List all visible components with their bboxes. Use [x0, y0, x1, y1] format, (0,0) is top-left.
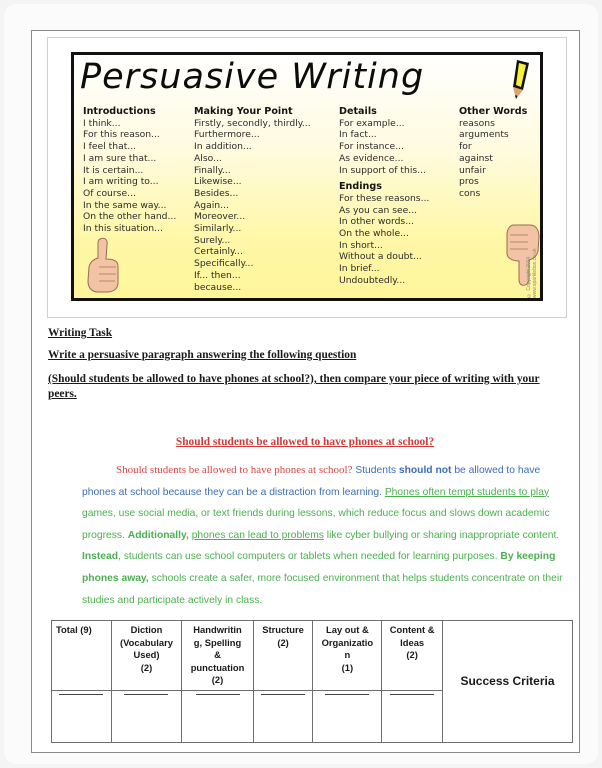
phrase-item: For example... — [339, 117, 405, 129]
criteria-header-line: Content & — [389, 624, 435, 635]
phrase-item: Without a doubt... — [339, 251, 422, 263]
criteria-header-line: (1) — [341, 661, 354, 673]
phrase-item: Also... — [194, 152, 222, 164]
score-blank[interactable] — [382, 690, 443, 742]
criteria-header-line: Lay out & — [326, 624, 369, 635]
phrase-item: I am writing to... — [83, 176, 159, 188]
essay-question: Should students be allowed to have phones at school? — [116, 464, 353, 476]
poster-title: Persuasive Writing — [80, 57, 425, 97]
essay-reason-2: phones can lead to problems — [191, 529, 324, 541]
criteria-header-line: Handwritin — [193, 624, 242, 635]
phrase-item: I think... — [83, 117, 121, 129]
phrase-item: For instance... — [339, 141, 404, 153]
task-question: (Should students be allowed to have phones at school?), then compare your piece of writing with your peers. — [48, 373, 540, 400]
phrase-item: reasons — [459, 117, 495, 129]
phrase-item: Besides... — [194, 187, 239, 199]
other-words-heading: Other Words — [459, 106, 528, 117]
making-point-heading: Making Your Point — [194, 106, 293, 117]
phrase-item: I am sure that... — [83, 152, 157, 164]
essay-text: like cyber bullying or sharing inappropriate content. — [323, 529, 560, 541]
criteria-header-line: (2) — [211, 674, 224, 685]
criteria-header-line: Organizatio — [321, 636, 374, 648]
phrase-item: On the whole... — [339, 228, 409, 240]
criteria-header-line: (2) — [140, 661, 153, 673]
phrase-item: In other words... — [339, 216, 414, 228]
phrase-item: unfair — [459, 164, 486, 176]
phrase-item: In brief... — [339, 263, 380, 275]
phrase-item: for — [459, 141, 472, 153]
essay-conclusion: schools create a safer, more focused environment that helps students concentrate on their studies and participate actively in class. — [82, 572, 563, 606]
phrase-item: In fact... — [339, 129, 377, 141]
criteria-header — [313, 621, 382, 691]
phrase-item: On the other hand... — [83, 211, 177, 223]
phrase-item: Finally... — [194, 164, 231, 176]
criteria-header-line: Diction — [130, 624, 163, 635]
phrase-item: Similarly... — [194, 223, 242, 235]
phrase-item: Likewise... — [194, 176, 242, 188]
essay-paragraph — [82, 460, 572, 611]
phrase-item: I feel that... — [83, 141, 137, 153]
other-words-column — [459, 106, 527, 200]
score-blank[interactable] — [111, 690, 182, 742]
phrase-item: against — [459, 152, 493, 164]
criteria-header-line: (Vocabulary — [120, 636, 173, 648]
criteria-header-line: Total (9) — [56, 624, 92, 635]
phrase-item: For this reason... — [83, 129, 160, 141]
phrase-item: For these reasons... — [339, 192, 430, 204]
criteria-header — [182, 621, 253, 691]
success-criteria-table — [51, 620, 573, 743]
writing-task-heading: Writing Task — [48, 327, 113, 339]
score-blank[interactable] — [52, 690, 112, 742]
criteria-header — [52, 621, 112, 691]
criteria-header-line: & — [214, 649, 221, 660]
criteria-header-line: (2) — [406, 649, 418, 660]
criteria-header-line: n — [344, 649, 351, 660]
essay-transition: Instead — [82, 551, 119, 563]
phrase-item: As you can see... — [339, 204, 418, 216]
phrase-item: Undoubtedly... — [339, 274, 406, 286]
phrase-item: In short... — [339, 239, 383, 251]
score-blank[interactable] — [253, 690, 313, 742]
criteria-header — [382, 621, 443, 691]
phrase-item: arguments — [459, 129, 509, 141]
criteria-header-row — [52, 621, 573, 691]
phrase-item: In the same way... — [83, 199, 167, 211]
phrase-item: Surely... — [194, 234, 231, 246]
criteria-header — [111, 621, 182, 691]
essay-transition: Additionally, — [127, 529, 189, 541]
criteria-header-line: (2) — [277, 636, 289, 648]
essay-title: Should students be allowed to have phones at school? — [175, 436, 435, 448]
phrase-item: Firstly, secondly, thirdly... — [194, 117, 311, 129]
phrase-item: If... then... — [194, 269, 241, 281]
phrase-item: In support of this... — [339, 164, 426, 176]
making-point-column — [194, 106, 311, 293]
phrase-item: Furthermore... — [194, 129, 260, 141]
details-column — [339, 106, 429, 287]
introductions-column — [83, 106, 176, 235]
phrase-item: Of course... — [83, 187, 136, 199]
phrase-item: It is certain... — [83, 164, 144, 176]
phrase-item: cons — [459, 187, 481, 199]
phrase-item: Moreover... — [194, 211, 246, 223]
essay-emphasis: should not — [398, 465, 452, 476]
essay-text: Students — [352, 465, 399, 476]
phrase-item: Again... — [194, 199, 229, 211]
copyright-note: © Copyright 2014 www.sparklebox.co.uk — [526, 248, 538, 298]
essay-text: games, use social media, or text friends during lessons, which reduce focus and slows down academic progress. — [82, 508, 550, 541]
criteria-header-line: Structure — [262, 624, 304, 635]
document-viewer — [4, 4, 598, 764]
criteria-header-line: punctuation — [190, 661, 245, 673]
phrase-item: pros — [459, 176, 479, 188]
criteria-header-line: g, Spelling — [193, 636, 242, 648]
phrase-item: In this situation... — [83, 223, 163, 235]
criteria-header-line: Ideas — [400, 636, 425, 648]
pencil-icon — [513, 60, 531, 100]
criteria-header — [253, 621, 313, 691]
phrase-item: because... — [194, 281, 242, 293]
score-blank[interactable] — [182, 690, 253, 742]
phrase-item: Specifically... — [194, 258, 254, 270]
details-heading: Details — [339, 106, 377, 117]
success-criteria-label: Success Criteria — [443, 621, 573, 743]
task-instruction: Write a persuasive paragraph answering the following question — [48, 349, 357, 361]
thumbs-up-icon — [87, 237, 121, 293]
persuasive-writing-poster — [71, 52, 543, 301]
phrase-item: Certainly... — [194, 246, 243, 258]
essay-claim: be allowed to have phones at school because they can be a distraction from learning. — [82, 465, 541, 498]
introductions-heading: Introductions — [83, 106, 156, 117]
endings-heading: Endings — [339, 181, 382, 193]
essay-transition: By keeping phones away, — [82, 551, 556, 584]
criteria-header-line: Used) — [133, 649, 160, 660]
phrase-item: In addition... — [194, 141, 252, 153]
phrase-item: As evidence... — [339, 152, 404, 164]
essay-reason-1: Phones often tempt students to play — [384, 486, 550, 498]
essay-text: , students can use school computers or tablets when needed for learning purposes. — [118, 551, 501, 563]
score-blank[interactable] — [313, 690, 382, 742]
